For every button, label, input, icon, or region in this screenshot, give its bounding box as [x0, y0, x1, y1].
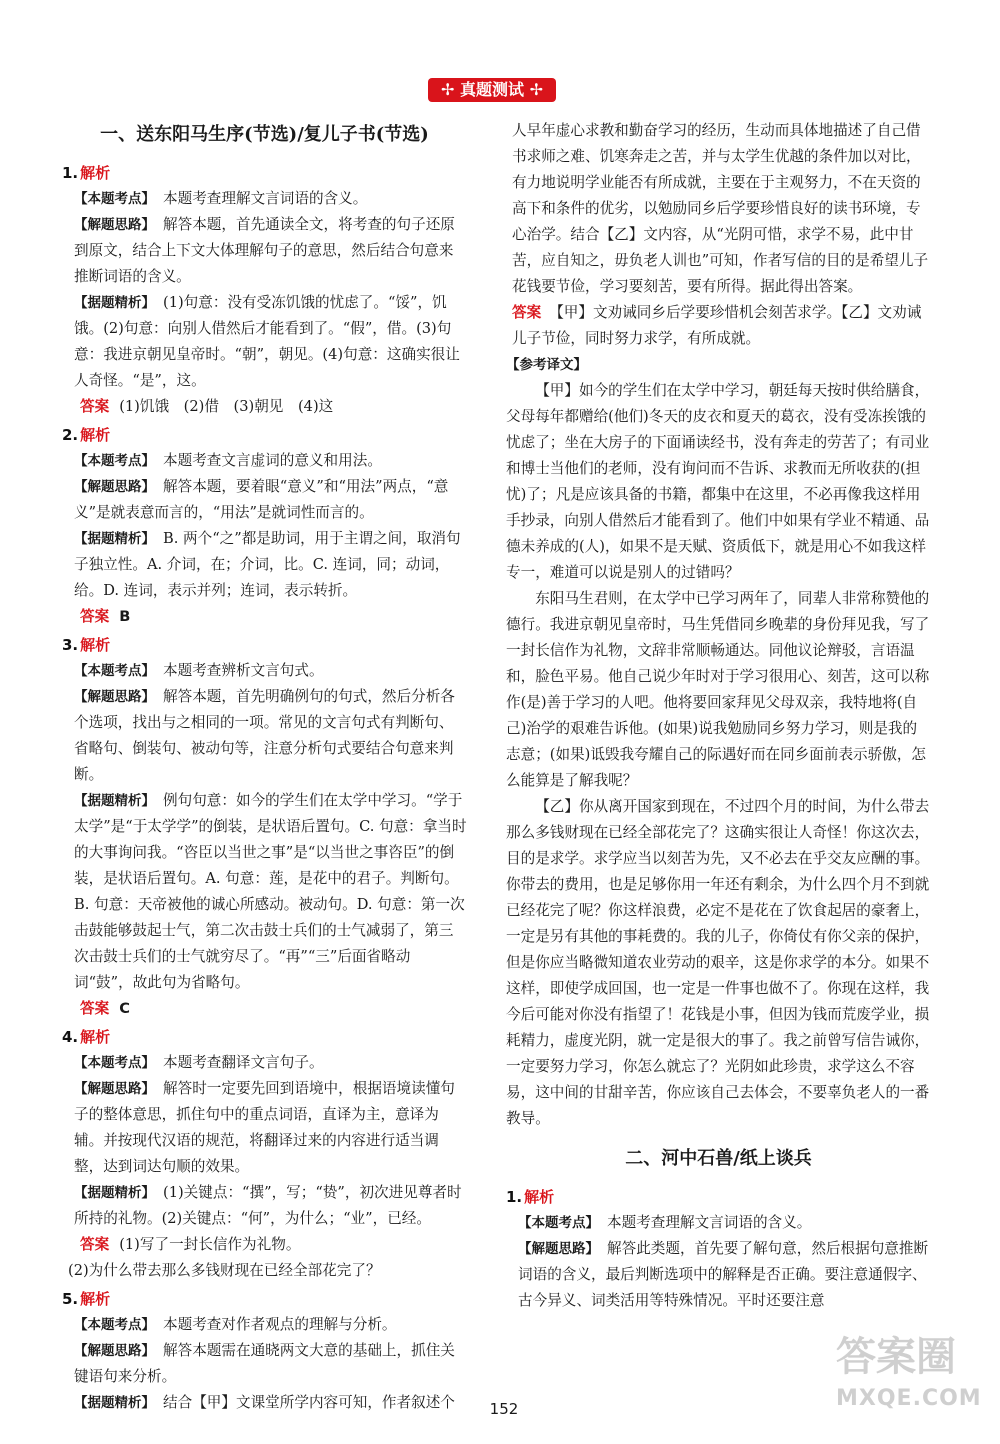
question-number: 1. [62, 164, 79, 182]
solution-approach: 【解题思路】 解答本题，要着眼“意义”和“用法”两点，“意义”是就表意而言的，“用法”是就词性而言的。 [74, 478, 449, 521]
answer-label: 答案 [80, 1000, 110, 1017]
solution-approach: 【解题思路】 解答时一定要先回到语境中，根据语境读懂句子的整体意思，抓住句中的重点词语，直译为主，意译为辅。并按现代汉语的规范，将翻译过来的内容进行适当调整，达到词达句顺的效果。 [74, 1080, 455, 1175]
detailed-analysis: 【据题精析】 (1)关键点：“撰”，写；“贽”，初次进见尊者时所持的礼物。(2)关键点：“何”，为什么；“业”，已经。 [74, 1184, 462, 1227]
question-5-header [62, 1286, 467, 1312]
exam-point: 【本题考点】 本题考查翻译文言句子。 [74, 1054, 324, 1071]
approach-tag: 【解题思路】 [74, 217, 155, 233]
section-banner: ✢ 真题测试 ✢ [428, 78, 556, 102]
question-3-header [62, 632, 467, 658]
translation-paragraph: 【乙】你从离开国家到现在，不过四个月的时间，为什么带去那么多钱财现在已经全部花完了？这确实很让人奇怪！你这次去，目的是求学。求学应当以刻苦为先，又不必去在乎交友应酬的事。你带去的费用，也是足够你用一年还有剩余，为什么四个月不到就已经花完了呢？你这样浪费，必定不是花在了饮食起居的豪奢上，一定是另有其他的事耗费的。我的儿子，你倚仗有你父亲的保护，但是你应当略微知道农业劳动的艰辛，这是你求学的本分。如果不这样，即使学成回国，也一定是一件事也做不了。你现在这样，我今后可能对你没有指望了！花钱是小事，但因为钱而荒废学业，损耗精力，虚度光阴，就一定是很大的事了。我之前曾写信告诫你，一定要努力学习，你怎么就忘了？光阴如此珍贵，求学这么不容易，这中间的甘甜辛苦，你应该自己去体会，不要辜负老人的一番教导。 [506, 798, 930, 1127]
solution-approach: 【解题思路】 解答本题，首先明确例句的句式，然后分析各个选项，找出与之相同的一项。常见的文言句式有判断句、省略句、倒装句、被动句等，注意分析句式要结合句意来判断。 [74, 688, 455, 783]
answer [62, 996, 467, 1022]
analysis-continued: 人早年虚心求教和勤奋学习的经历，生动而具体地描述了自己借书求师之难、饥寒奔走之苦，并与太学生优越的条件加以对比，有力地说明学业能否有所成就，主要在于主观努力，不在天资的高下和条件的优劣，以勉励同乡后学要珍惜良好的读书环境，专心治学。结合【乙】文内容，从“光阴可惜，求学不易，此中甘苦，应自知之，毋负老人训也”可知，作者写信的目的是希望儿子花钱要节俭，学习要刻苦，要有所得。据此得出答案。 [512, 122, 929, 295]
analysis-tag: 【据题精析】 [74, 531, 155, 547]
exam-point: 【本题考点】 本题考查对作者观点的理解与分析。 [74, 1316, 397, 1333]
answer [62, 604, 467, 630]
question-1-header [62, 160, 467, 186]
question-2-header [62, 422, 467, 448]
section-title: 一、送东阳马生序(节选)/复儿子书(节选) [100, 124, 429, 145]
translation-paragraph: 东阳马生君则，在太学中已学习两年了，同辈人非常称赞他的德行。我进京朝见皇帝时，马生凭借同乡晚辈的身份拜见我，写了一封长信作为礼物，文辞非常顺畅通达。同他议论辩驳，言语温和，脸色平易。他自己说少年时对于学习很用心、刻苦，这可以称作(是)善于学习的人吧。他将要回家拜见父母双亲，我特地将(自己)治学的艰难告诉他。(如果)说我勉励同乡努力学习，则是我的志意；(如果)诋毁我夸耀自己的际遇好而在同乡面前表示骄傲，怎么能算是了解我呢？ [506, 590, 930, 789]
answer [506, 300, 931, 352]
exam-point: 【本题考点】 本题考查理解文言词语的含义。 [74, 190, 368, 207]
question-number: 2. [62, 426, 79, 444]
approach-tag: 【解题思路】 [518, 1241, 599, 1257]
question-label: 解析 [80, 636, 111, 654]
question-number: 4. [62, 1028, 79, 1046]
exam-point: 【本题考点】 本题考查理解文言词语的含义。 [518, 1214, 812, 1231]
approach-tag: 【解题思路】 [74, 1081, 155, 1097]
question-number: 1. [506, 1188, 523, 1206]
question-number: 5. [62, 1290, 79, 1308]
detailed-analysis: 【据题精析】 结合【甲】文课堂所学内容可知，作者叙述个 [74, 1394, 455, 1411]
exam-point-tag: 【本题考点】 [74, 1055, 155, 1071]
answer-text: C [119, 1000, 130, 1017]
detailed-analysis: 【据题精析】 例句句意：如今的学生们在太学中学习。“学于太学”是“于太学学”的倒装，是状语后置句。C. 句意：拿当时的大事询问我。“咨臣以当世之事”是“以当世之事咨臣”的倒装，是状语后置句。A. 句意：莲，是花中的君子。判断句。B. 句意：天帝被他的诚心所感动。被动句。D. 句意：第一次击鼓能够鼓起士气，第二次击鼓士兵们的士气减弱了，第三次击鼓士兵们的士气就穷尽了。“再”“三”后面省略动词“鼓”，故此句为省略句。 [74, 792, 467, 991]
exam-point-tag: 【本题考点】 [74, 453, 155, 469]
question-label: 解析 [80, 426, 111, 444]
right-column [506, 118, 931, 1314]
analysis-tag: 【据题精析】 [74, 295, 155, 311]
solution-approach: 【解题思路】 解答本题，首先通读全文，将考查的句子还原到原文，结合上下文大体理解句子的意思，然后结合句意来推断词语的含义。 [74, 216, 455, 285]
approach-tag: 【解题思路】 [74, 479, 155, 495]
answer-text: (1)饥饿 (2)借 (3)朝见 (4)这 [119, 398, 334, 415]
question-label: 解析 [80, 1028, 111, 1046]
question-4-header [62, 1024, 467, 1050]
section-title: 二、河中石兽/纸上谈兵 [625, 1148, 812, 1169]
answer-label: 答案 [512, 304, 542, 321]
exam-point-tag: 【本题考点】 [74, 1317, 155, 1333]
question-label: 解析 [80, 1290, 111, 1308]
exam-point-tag: 【本题考点】 [74, 663, 155, 679]
answer-continued: (2)为什么带去那么多钱财现在已经全部花完了？ [68, 1262, 381, 1279]
exam-point: 【本题考点】 本题考查辨析文言句式。 [74, 662, 324, 679]
translation-paragraph: 【甲】如今的学生们在太学中学习，朝廷每天按时供给膳食，父母每年都赠给(他们)冬天的皮衣和夏天的葛衣，没有受冻挨饿的忧虑了；坐在大房子的下面诵读经书，没有奔走的劳苦了；有司业和博士当他们的老师，没有询问而不告诉、求教而无所收获的(担忧)了；凡是应该具备的书籍，都集中在这里，不必再像我这样用手抄录，向别人借然后才能看到了。他们中如果有学业不精通、品德未养成的(人)，如果不是天赋、资质低下，就是用心不如我这样专一，难道可以说是别人的过错吗？ [506, 382, 930, 581]
watermark-text: 答案圈 [836, 1334, 956, 1380]
solution-approach: 【解题思路】 解答本题需在通晓两文大意的基础上，抓住关键语句来分析。 [74, 1342, 455, 1385]
exam-point-tag: 【本题考点】 [74, 191, 155, 207]
solution-approach: 【解题思路】 解答此类题，首先要了解句意，然后根据句意推断词语的含义，最后判断选项中的解释是否正确。要注意通假字、古今异义、词类活用等特殊情况。平时还要注意 [518, 1240, 929, 1309]
watermark-logo [836, 1332, 986, 1432]
watermark-url: MXQE.COM [836, 1386, 982, 1411]
answer-text: (1)写了一封长信作为礼物。 [119, 1236, 301, 1253]
detailed-analysis: 【据题精析】 B. 两个“之”都是助词，用于主谓之间，取消句子独立性。A. 介词，在；介词，比。C. 连词，同；动词，给。D. 连词，表示并列；连词，表示转折。 [74, 530, 461, 599]
exam-point-tag: 【本题考点】 [518, 1215, 599, 1231]
question-1-header [506, 1184, 931, 1210]
answer-label: 答案 [80, 398, 110, 415]
approach-tag: 【解题思路】 [74, 1343, 155, 1359]
answer-label: 答案 [80, 1236, 110, 1253]
reference-translation-title: 【参考译文】 [506, 357, 587, 373]
detailed-analysis: 【据题精析】 (1)句意：没有受冻饥饿的忧虑了。“馁”，饥饿。(2)句意：向别人借然后才能看到了。“假”，借。(3)句意：我进京朝见皇帝时。“朝”，朝见。(4)句意：这确实很让人奇怪。“是”，这。 [74, 294, 460, 389]
question-label: 解析 [80, 164, 111, 182]
answer-text: 【甲】文劝诫同乡后学要珍惜机会刻苦求学。【乙】文劝诫儿子节俭，同时努力求学，有所成就。 [512, 304, 922, 347]
answer [62, 1232, 467, 1258]
analysis-tag: 【据题精析】 [74, 1395, 155, 1411]
exam-point: 【本题考点】 本题考查文言虚词的意义和用法。 [74, 452, 382, 469]
approach-tag: 【解题思路】 [74, 689, 155, 705]
question-number: 3. [62, 636, 79, 654]
answer-text: B [119, 608, 131, 625]
analysis-tag: 【据题精析】 [74, 1185, 155, 1201]
left-column [62, 118, 467, 1416]
answer-label: 答案 [80, 608, 110, 625]
page-number: 152 [489, 1400, 519, 1418]
answer [62, 394, 467, 420]
question-label: 解析 [524, 1188, 555, 1206]
analysis-tag: 【据题精析】 [74, 793, 155, 809]
